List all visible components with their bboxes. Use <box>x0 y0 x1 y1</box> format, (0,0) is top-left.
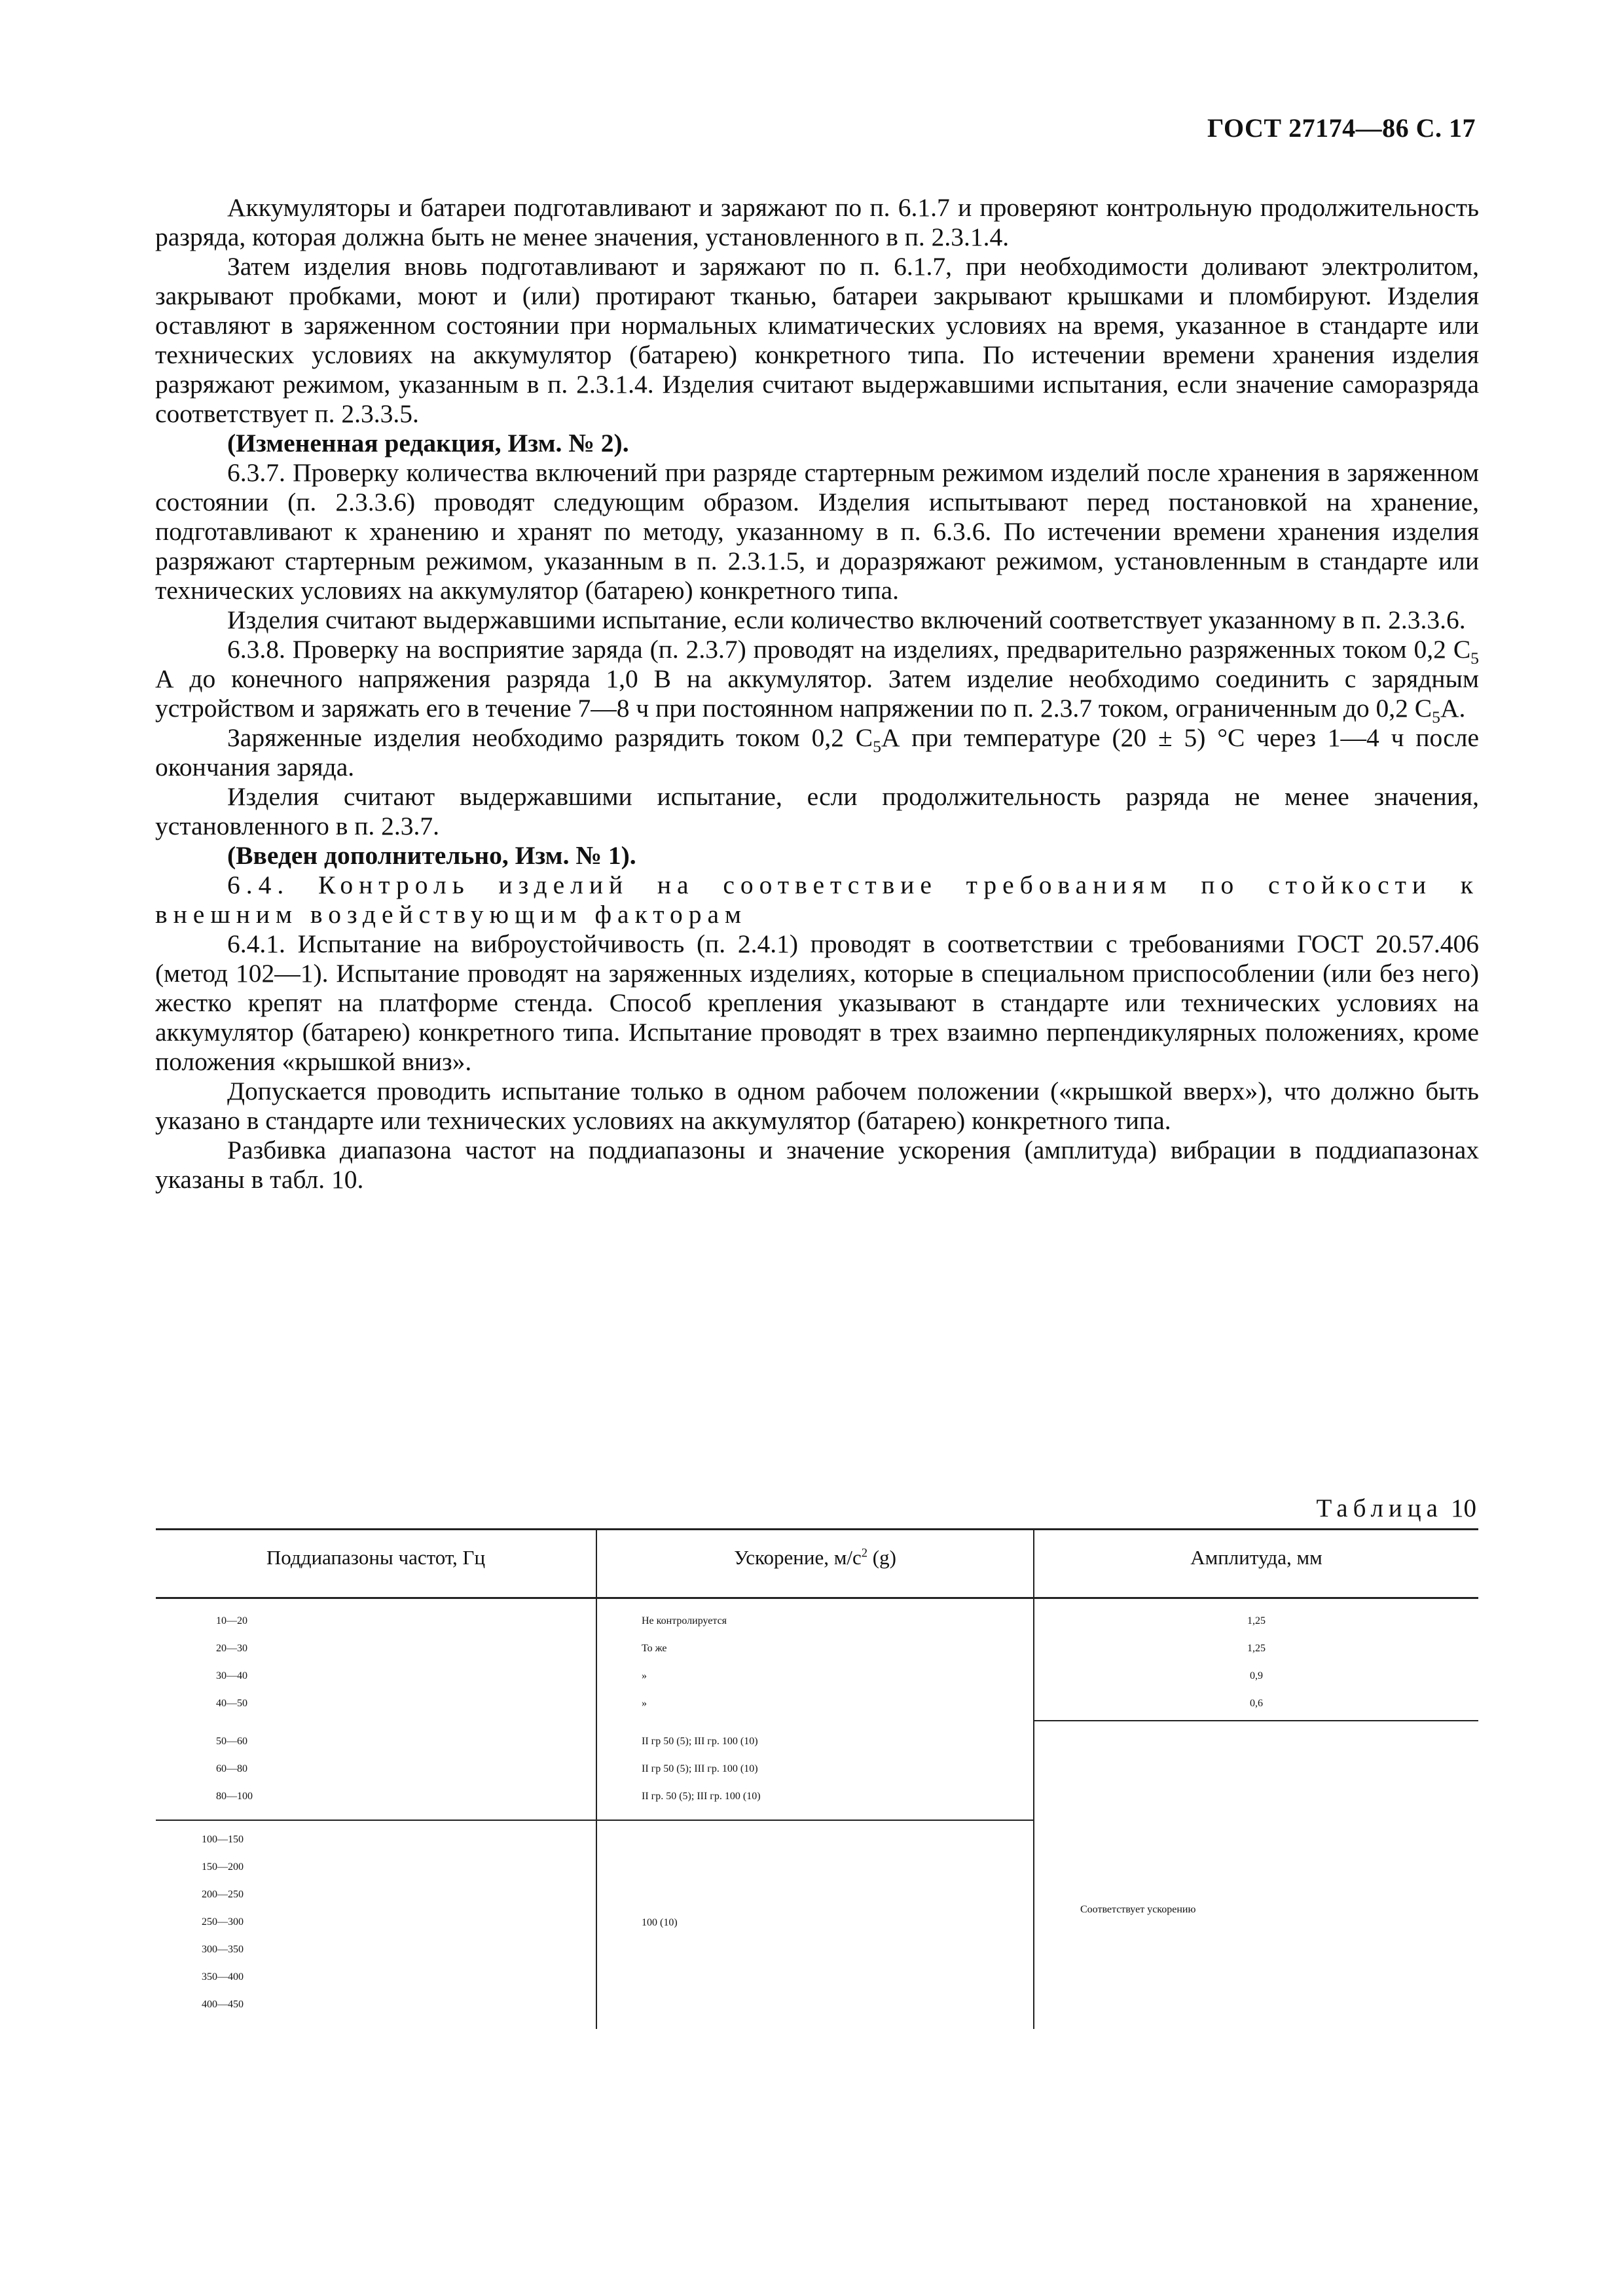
table-header-rule <box>156 1597 1478 1599</box>
text-run: Заряженные изделия необходимо разрядить током 0,2 C <box>227 723 873 752</box>
paragraph: Разбивка диапазона частот на поддиапазоны и значение ускорения (амплитуда) вибрации в поддиапазонах указаны в табл. 10. <box>155 1136 1479 1194</box>
table-cell: Соответствует ускорению <box>1080 1904 1196 1915</box>
table-cell: II гр 50 (5); III гр. 100 (10) <box>642 1763 758 1774</box>
header-accel-text: Ускорение, м/с <box>734 1546 862 1569</box>
paragraph: Изделия считают выдержавшими испытание, если количество включений соответствует указанному в п. 2.3.3.6. <box>227 605 1466 634</box>
paragraph <box>155 723 1479 782</box>
header-accel-text: (g) <box>867 1546 896 1569</box>
accel-group-3 <box>642 1909 678 1937</box>
subscript: 5 <box>1432 707 1440 726</box>
table-cell: 60—80 <box>216 1763 247 1774</box>
table-cell: 100—150 <box>202 1834 244 1845</box>
section-heading: 6.4. Контроль изделий на соответствие требованиям по стойкости к внешним воздействующим факторам <box>155 870 1479 929</box>
table-cell: 0,6 <box>1250 1698 1263 1709</box>
subscript: 5 <box>873 736 881 756</box>
header-freq: Поддиапазоны частот, Гц <box>266 1546 486 1569</box>
table-cell: 10—20 <box>216 1615 247 1626</box>
table-cell: 150—200 <box>202 1861 244 1873</box>
table-cell: Не контролируется <box>642 1615 727 1626</box>
ampl-group-2 <box>1080 1896 1195 1924</box>
header-accel <box>597 1546 1033 1570</box>
paragraph: 6.3.7. Проверку количества включений при разряде стартерным режимом изделий после хранения в заряженном состоянии (п. 2.3.3.6) проводят следующим образом. Изделия испытывают перед постановкой на хранение, подготавливают к хранению и хранят по методу, указанному в п. 6.3.6. По истечении времени хранения изделия разряжают стартерным режимом, указанным в п. 2.3.1.5, и доразряжают режимом, установленным в стандарте или технических условиях на аккумулятор (батарею) конкретного типа. <box>155 458 1479 605</box>
paragraph: Изделия считают выдержавшими испытание, если продолжительность разряда не менее значения, установленного в п. 2.3.7. <box>155 782 1479 840</box>
table-cell: 30—40 <box>216 1670 247 1681</box>
paragraph: Допускается проводить испытание только в одном рабочем положении («крышкой вверх»), что должно быть указано в стандарте или технических условиях на аккумулятор (батарею) конкретного типа. <box>155 1077 1479 1135</box>
freq-group-3 <box>202 1826 244 2018</box>
ampl-group-1 <box>1034 1607 1478 1717</box>
accel-group-1 <box>642 1607 727 1717</box>
freq-group-1 <box>216 1607 247 1717</box>
table-top-rule <box>156 1528 1478 1530</box>
text-run: А при температуре (20 ± 5) °С через 1—4 ч после окончания заряда. <box>155 723 1479 781</box>
table-cell: 100 (10) <box>642 1917 678 1928</box>
amendment-note: (Введен дополнительно, Изм. № 1). <box>227 841 636 870</box>
table-cell: 300—350 <box>202 1944 244 1955</box>
accel-group-2 <box>642 1728 761 1810</box>
amendment-note: (Измененная редакция, Изм. № 2). <box>227 429 629 457</box>
table-cell: II гр. 50 (5); III гр. 100 (10) <box>642 1791 761 1802</box>
page-header: ГОСТ 27174—86 С. 17 <box>1207 113 1476 143</box>
table-cell: 20—30 <box>216 1643 247 1654</box>
paragraph <box>155 635 1479 726</box>
table-cell: 1,25 <box>1247 1643 1266 1654</box>
superscript: 2 <box>861 1546 868 1560</box>
table-cell: 200—250 <box>202 1889 244 1900</box>
paragraph: 6.4.1. Испытание на виброустойчивость (п. 2.4.1) проводят в соответствии с требованиями ГОСТ 20.57.406 (метод 102—1). Испытание проводят на заряженных изделиях, которые в специальном приспособлении (или без него) жестко крепят на платформе стенда. Способ крепления указывают в стандарте или технических условиях на аккумулятор (батарею) конкретного типа. Испытание проводят в трех взаимно перпендикулярных положениях, кроме положения «крышкой вниз». <box>155 929 1479 1076</box>
table-cell: » <box>642 1698 647 1709</box>
paragraph: Затем изделия вновь подготавливают и заряжают по п. 6.1.7, при необходимости доливают электролитом, закрывают пробками, моют и (или) протирают тканью, батареи закрывают крышками и пломбируют. Изделия оставляют в заряженном состоянии при нормальных климатических условиях на время, указанное в стандарте или технических условиях на аккумулятор (батарею) конкретного типа. По истечении времени хранения изделия разряжают режимом, указанным в п. 2.3.1.4. Изделия считают выдержавшими испытания, если значение саморазряда соответствует п. 2.3.3.5. <box>155 252 1479 428</box>
table-cell: II гр 50 (5); III гр. 100 (10) <box>642 1736 758 1747</box>
caption-number: 10 <box>1451 1494 1476 1522</box>
text-run: А. <box>1440 694 1466 723</box>
row-rule <box>156 1820 1034 1821</box>
table-cell: » <box>642 1670 647 1681</box>
subscript: 5 <box>1470 648 1479 668</box>
column-divider <box>596 1599 597 2029</box>
table-cell: 1,25 <box>1247 1615 1266 1626</box>
table-cell: 250—300 <box>202 1916 244 1928</box>
table-cell: 80—100 <box>216 1791 253 1802</box>
paragraph: Аккумуляторы и батареи подготавливают и заряжают по п. 6.1.7 и проверяют контрольную продолжительность разряда, которая должна быть не менее значения, установленного в п. 2.3.1.4. <box>155 193 1479 251</box>
table-cell: 350—400 <box>202 1971 244 1982</box>
row-rule <box>1033 1720 1478 1721</box>
caption-word: Таблица <box>1316 1494 1443 1522</box>
text-run: А до конечного напряжения разряда 1,0 В на аккумулятор. Затем изделие необходимо соединить с зарядным устройством и заряжать его в течение 7—8 ч при постоянном напряжении по п. 2.3.7 током, ограниченным до 0,2 C <box>155 664 1479 723</box>
table-caption <box>1316 1494 1476 1523</box>
table-cell: 40—50 <box>216 1698 247 1709</box>
freq-group-2 <box>216 1728 253 1810</box>
table-cell: 0,9 <box>1250 1670 1263 1681</box>
body-text <box>155 193 1479 1194</box>
table-cell: 50—60 <box>216 1736 247 1747</box>
text-run: 6.3.8. Проверку на восприятие заряда (п. 2.3.7) проводят на изделиях, предварительно разряженных током 0,2 C <box>227 635 1471 664</box>
header-ampl: Амплитуда, мм <box>1190 1546 1322 1569</box>
table-cell: То же <box>642 1643 667 1654</box>
table-cell: 400—450 <box>202 1999 244 2010</box>
